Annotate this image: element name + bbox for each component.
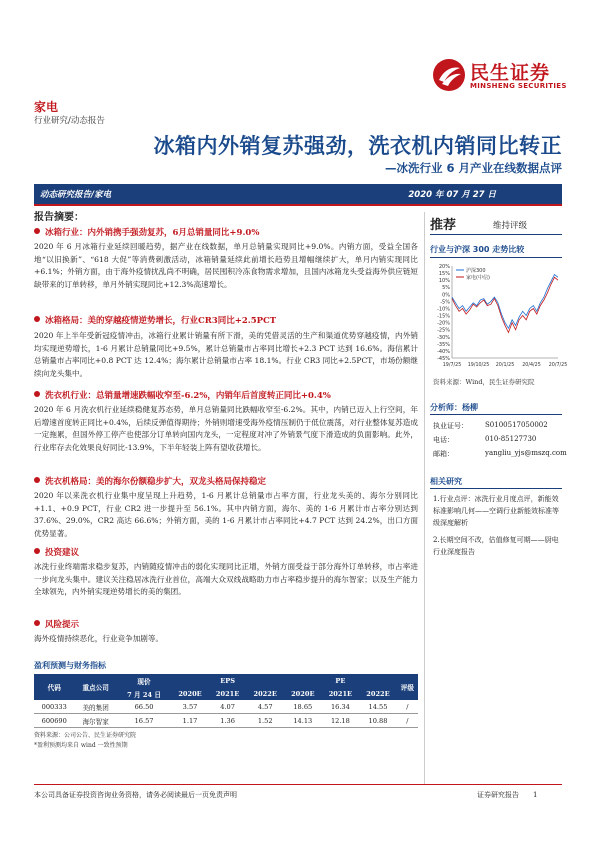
y-tick-label: -15% xyxy=(437,313,450,320)
col-rating: 评级 xyxy=(397,674,418,700)
section-text: 海外疫情持续恶化，行业竞争加剧等。 xyxy=(34,634,164,643)
table-footnote: *盈利预测均来自 wind 一致性预期 xyxy=(34,742,128,749)
legend-label: 家电(中信) xyxy=(466,275,490,281)
col-eps: EPS xyxy=(171,674,284,687)
brand-name-en: MINSHENG SECURITIES xyxy=(470,82,567,90)
abstract-heading: 报告摘要： xyxy=(34,212,84,223)
rating-label: 推荐 xyxy=(430,218,457,233)
series-line-0 xyxy=(452,275,558,329)
related-heading: 相关研究 xyxy=(430,477,462,486)
col-year: 2020E xyxy=(171,687,209,700)
page-number: 1 xyxy=(533,791,538,799)
x-tick-label: 20/7/25 xyxy=(548,363,568,368)
column-divider xyxy=(424,212,425,784)
brand-logo xyxy=(432,56,572,96)
col-year: 2021E xyxy=(322,687,360,700)
y-tick-label: 0% xyxy=(442,292,450,299)
col-code: 代码 xyxy=(34,674,74,700)
divider xyxy=(430,257,562,258)
section-text: 2020 年 6 月洗衣机行业延续稳健复苏态势，单月总销量同比跌幅收窄至-6.2%。其中，内销已迈入上行空间，年后增速首度转正同比+0.4%，后续反弹值得期待；外销则增速受海外疫情压制仍于低位震荡，对行业整体复苏造成一定拖累，但国外停工停产也使部分订单转向国内龙头，一定程度对冲了外销景气度下滑造成的负面影响。此外，行业库存去化效果良好同比-13.9%，下半年轻装上阵有望收获增长。 xyxy=(34,405,418,452)
y-tick-label: -45% xyxy=(437,356,450,362)
section-heading: 洗衣机行业：总销量增速跌幅收窄至-6.2%，内销年后首度转正同比+0.4% xyxy=(34,389,331,401)
col-price: 现价 xyxy=(117,674,171,687)
bullet-icon xyxy=(34,228,40,234)
footer-divider xyxy=(34,784,562,785)
col-year: 2021E xyxy=(209,687,247,700)
footer-disclaimer: 本公司具备证券投资咨询业务资格，请务必阅读最后一页免责声明 xyxy=(34,791,237,799)
section-heading: 冰箱行业：内外销携手强劲复苏，6月总销量同比+9.0% xyxy=(34,226,259,238)
footer-label: 证券研究报告 1 xyxy=(477,791,538,799)
section-heading: 投资建议 xyxy=(34,546,79,558)
analyst-email: 邮箱： yangliu_yjs@mszq.com xyxy=(433,449,567,458)
bullet-icon xyxy=(34,391,40,397)
report-subtitle: —冰洗行业 6 月产业在线数据点评 xyxy=(384,161,562,175)
sector-label: 家电 xyxy=(34,100,59,114)
brand-emblem-icon xyxy=(432,58,466,92)
y-tick-label: 15% xyxy=(438,271,450,278)
analyst-phone: 电话： 010-85127730 xyxy=(433,435,537,444)
table-row: 600690 海尔智家 16.57 1.17 1.36 1.52 14.13 12.18 10.88 / xyxy=(34,714,418,728)
forecast-title: 盈利预测与财务指标 xyxy=(34,660,106,670)
section-text: 2020 年以来洗衣机行业集中度呈现上升趋势，1-6 月累计总销量市占率方面，行业龙头美的、海尔分别同比+1.1、+0.9 PCT，行业 CR2 进一步提升至 56.1%。其中内销方面，海尔、美的 1-6 月累计市占率分别达到 37.6%、29.0%，CR2 高达 66.6%；外销方面，美的 1-6 月累计市占率同比+4.7 PCT 达到 24.2%，出口方面优势显著。 xyxy=(34,491,418,538)
legend-label: 沪深300 xyxy=(466,268,486,274)
y-tick-label: -30% xyxy=(437,334,450,341)
analyst-heading: 分析师：杨柳 xyxy=(430,403,478,412)
x-tick-label: 20/4/25 xyxy=(522,363,541,368)
x-tick-label: 20/1/25 xyxy=(495,363,515,368)
rating-status: 维持评级 xyxy=(493,221,528,231)
col-year: 2020E xyxy=(284,687,322,700)
y-tick-label: -5% xyxy=(440,299,450,306)
bullet-icon xyxy=(34,620,40,626)
related-item[interactable]: 1.行业点评：冰洗行业月度点评，新能效标准影响几何——空调行业新能效标准等级深度解析 xyxy=(433,495,559,527)
y-tick-label: 20% xyxy=(438,264,450,270)
y-tick-label: 10% xyxy=(438,278,450,285)
divider xyxy=(430,488,562,489)
col-price-date: 7 月 24 日 xyxy=(117,687,171,700)
section-text: 2020 年上半年受新冠疫情冲击，冰箱行业累计销量有所下滑，美的凭借灵活的生产和渠道优势穿越疫情，内外销均实现逆势增长，1-6 月累计总销量同比+9.5%，累计总销量市占率同比增长+2.3 PCT 达到 16.6%。海信累计总销量市占率同比+0.8 PCT 达 12.4%；海尔累计总销量市占率 18.1%。行业 CR3 同比+2.5PCT，市场份额继续向龙头集中。 xyxy=(34,331,418,378)
bullet-icon xyxy=(34,477,40,483)
report-category: 动态研究报告/家电 xyxy=(40,190,112,200)
table-source-note: 资料来源：公司公告、民生证券研究院 xyxy=(34,732,137,739)
brand-name-cn: 民生证券 xyxy=(470,62,551,84)
y-tick-label: -40% xyxy=(437,348,450,355)
y-tick-label: -20% xyxy=(437,320,450,327)
col-company: 重点公司 xyxy=(74,674,116,700)
report-type: 行业研究/动态报告 xyxy=(34,116,105,126)
y-tick-label: -25% xyxy=(437,327,450,334)
bullet-icon xyxy=(34,548,40,554)
report-title: 冰箱内外销复苏强劲，洗衣机内销同比转正 xyxy=(153,134,562,158)
divider xyxy=(430,234,562,235)
col-pe: PE xyxy=(284,674,397,687)
forecast-table xyxy=(34,674,418,728)
y-tick-label: -35% xyxy=(437,341,450,348)
bullet-icon xyxy=(34,316,40,322)
x-tick-label: 19/10/25 xyxy=(467,363,490,368)
section-text: 2020 年 6 月冰箱行业延续回暖趋势，据产业在线数据，单月总销量实现同比+9.0%。内销方面，受益全国各地“以旧换新”、“618 大促”等消费刺激活动，冰箱销量延续此前增长趋势且增幅继续扩大，单月内销实现同比+6.1%；外销方面，由于海外疫情扰乱尚不明确，居民囤积冷冻食物需求增加，且国内冰箱龙头受益海外供应链短缺带来的订单转移，单月外销实现同比+12.3%高速增长。 xyxy=(34,242,418,289)
section-heading: 洗衣机格局：美的海尔份额稳步扩大，双龙头格局保持稳定 xyxy=(34,475,266,487)
y-tick-label: 5% xyxy=(442,285,450,292)
col-year: 2022E xyxy=(246,687,284,700)
report-info-bar xyxy=(34,184,562,204)
section-heading: 风险提示 xyxy=(34,618,79,630)
chart-heading: 行业与沪深 300 走势比较 xyxy=(430,245,525,254)
chart-source: 资料来源：Wind，民生证券研究院 xyxy=(433,378,535,386)
x-tick-label: 19/7/25 xyxy=(442,363,462,368)
section-heading: 冰箱格局：美的穿越疫情逆势增长，行业CR3同比+2.5PCT xyxy=(34,314,276,326)
series-line-1 xyxy=(452,277,558,332)
section-text: 冰洗行业终端需求稳步复苏，内销随疫情冲击的弱化实现同比正增，外销方面受益于部分海外订单转移，市占率进一步向龙头集中。建议关注稳居冰洗行业首位，高端大众双线战略助力市占率稳步提升的海尔智家；以及生产能力全球领先，内外销实现逆势增长的美的集团。 xyxy=(34,562,418,596)
divider xyxy=(34,204,562,206)
divider xyxy=(430,414,562,415)
table-row: 000333 美的集团 66.50 3.57 4.07 4.57 18.65 16.34 14.55 / xyxy=(34,700,418,714)
y-tick-label: -10% xyxy=(437,306,450,313)
analyst-license: 执业证号： S0100517050002 xyxy=(433,421,548,430)
col-year: 2022E xyxy=(359,687,397,700)
related-item[interactable]: 2.长期空间不改，估值修复可期——厨电行业深度报告 xyxy=(433,536,559,556)
performance-chart xyxy=(430,260,568,372)
report-date: 2020 年 07 月 27 日 xyxy=(408,190,496,200)
